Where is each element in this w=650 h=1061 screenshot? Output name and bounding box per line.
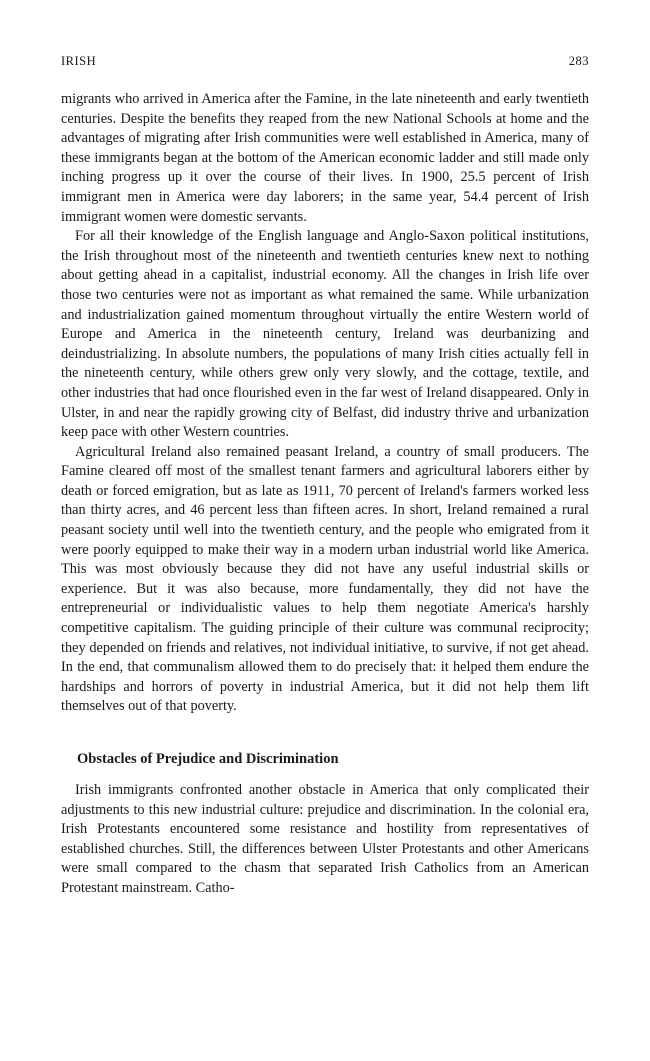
body-text [61,90,589,899]
paragraph: For all their knowledge of the English language and Anglo-Saxon political institutions, the Irish throughout most of the nineteenth and twentieth centuries knew next to nothing about getting ahead in a capitalist, industrial economy. All the changes in Irish life over those two centuries were not as important as what remained the same. While urbanization and industrialization gained momentum throughout virtually the entire Western world of Europe and America in the nineteenth century, Ireland was deurbanizing and deindustrializing. In absolute numbers, the populations of many Irish cities actually fell in the nineteenth century, while others grew only very slowly, and the cottage, textile, and other industries that had once flourished even in the far west of Ireland disappeared. Only in Ulster, in and near the rapidly growing city of Belfast, did industry thrive and urbanization keep pace with other Western countries. [61,228,589,441]
running-head [61,52,589,70]
paragraph: Irish immigrants confronted another obstacle in America that only complicated their adjustments to this new industrial culture: prejudice and discrimination. In the colonial era, Irish Protestants encountered some resistance and hostility from representatives of established churches. Still, the differences between Ulster Protestants and other Americans were small compared to the chasm that separated Irish Catholics from an American Protestant mainstream. Catho- [61,782,589,896]
paragraph: Agricultural Ireland also remained peasant Ireland, a country of small producers. The Famine cleared off most of the smallest tenant farmers and agricultural laborers either by death or forced emigration, but as late as 1911, 70 percent of Ireland's farmers worked less than thirty acres, and 46 percent less than fifteen acres. In short, Ireland remained a rural peasant society until well into the twentieth century, and the people who emigrated from it were poorly equipped to make their way in a modern urban industrial world like America. This was most obviously because they did not have any useful industrial skills or experience. But it was also because, more fundamentally, they did not have the entrepreneurial or individualistic values to help them negotiate America's harshly competitive capitalism. The guiding principle of their culture was communal reciprocity; they depended on friends and relatives, not individual initiative, to survive, if not get ahead. In the end, that communalism allowed them to do precisely that: it helped them endure the hardships and horrors of poverty in industrial America, but it did not help them lift themselves out of that poverty. [61,443,589,715]
paragraph-continuation: migrants who arrived in America after the Famine, in the late nineteenth and early twentieth centuries. Despite the benefits they reaped from the new National Schools at home and the advantages of migrating after Irish communities were well established in America, many of these immigrants began at the bottom of the American economic ladder and still made only inching progress up it over the course of their lives. In 1900, 25.5 percent of Irish immigrant men in America were day laborers; in the same year, 54.4 percent of Irish immigrant women were domestic servants. [61,91,589,225]
page-number: 283 [568,54,589,68]
section-heading: Obstacles of Prejudice and Discrimination [77,751,339,767]
book-page [61,52,589,899]
running-head-title: IRISH [61,54,97,68]
